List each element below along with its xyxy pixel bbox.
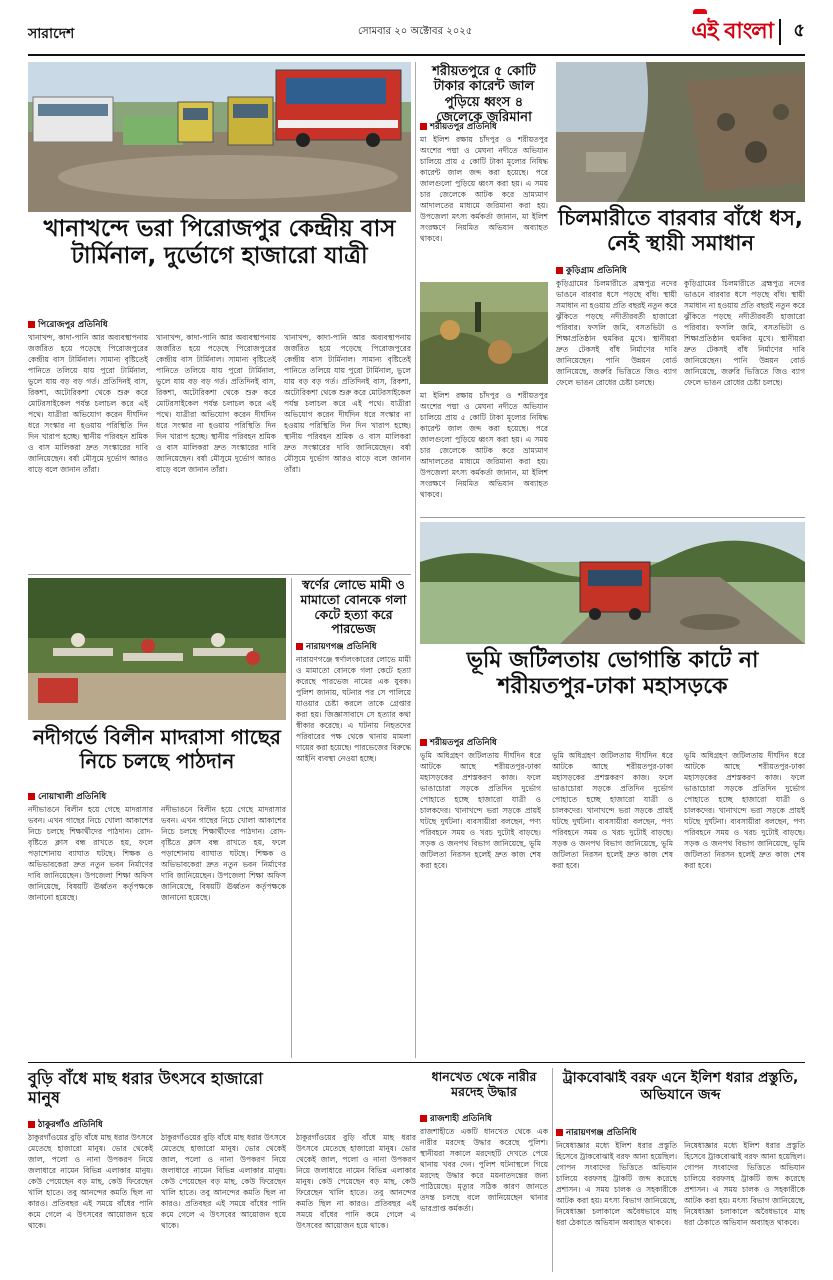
murder-body: নারায়ণগঞ্জে স্বর্ণালংকারের লোভে মামী ও মামাতো বোনকে গলা কেটে হত্যা করেছে পারভেজ নামের এক যুবক। পুলিশ জানায়, ঘটনার পর সে পালিয়ে যাওয়ার চেষ্টা করলে তাকে গ্রেপ্তার করা হয়। জিজ্ঞাসাবাদে সে হত্যার কথা স্বীকার করেছে। এ ঘটনায় নিহতদের পরিবারের পক্ষ থেকে থানায় মামলা দায়ের করা হয়েছে। পারভেজের বিরুদ্ধে আইনি ব্যবস্থা নেওয়া হচ্ছে। [296, 655, 411, 763]
chilmari-byline: কুড়িগ্রাম প্রতিনিধি [556, 264, 627, 278]
column-divider [291, 578, 292, 1058]
page-number: ৫ [793, 20, 805, 41]
dam-fishing-body-col3: ঠাকুরগাঁওয়ের বুড়ি বাঁধে মাছ ধরার উৎসবে মেতেছে হাজারো মানুষ। ভোর থেকেই জাল, পলো ও নানা উপকরণ নিয়ে জলাধারে নামেন বিভিন্ন এলাকার মানুষ। কেউ পেয়েছেন বড় মাছ, কেউ ফিরেছেন খালি হাতে। তবু আনন্দের কমতি ছিল না কারও। প্রতিবছর এই সময়ে বাঁধের পানি কমে গেলে এ উৎসবের আয়োজন হয়ে থাকে। [296, 1133, 416, 1230]
highway-body-col2: ভূমি অধিগ্রহণ জটিলতায় দীর্ঘদিন ধরে আটকে আছে শরীয়তপুর-ঢাকা মহাসড়কের প্রশস্তকরণ কাজ। ফলে ভাঙাচোরা সড়কে প্রতিদিন দুর্ভোগ পোহাতে হচ্ছে হাজারো যাত্রী ও চালকদের। খানাখন্দে ভরা সড়কে প্রায়ই ঘটছে দুর্ঘটনা। ব্যবসায়ীরা বলছেন, পণ্য পরিবহনে সময় ও খরচ দুটোই বাড়ছে। সড়ক ও জনপথ বিভাগ জানিয়েছে, ভূমি জটিলতা নিরসন হলেই দ্রুত কাজ শেষ করা হবে। [552, 751, 673, 870]
bus-terminal-body-col1: খানাখন্দ, কাদা-পানি আর অব্যবস্থাপনায় জর্জরিত হয়ে পড়েছে পিরোজপুরের কেন্দ্রীয় বাস টার্মিনাল। সামান্য বৃষ্টিতেই পানিতে তলিয়ে যায় পুরো টার্মিনাল, ভুলে যায় বড় বড় গর্ত। প্রতিদিনই বাস, রিকশা, অটোরিকশা থেকে শুরু করে মোটরসাইকেল পর্যন্ত চলাচল করে এই পথে। যাত্রীরা অভিযোগ করেন দীর্ঘদিন ধরে সংস্কার না হওয়ায় পরিস্থিতি দিন দিন খারাপ হচ্ছে। স্থানীয় পরিবহন শ্রমিক ও বাস মালিকরা দ্রুত সংস্কারের দাবি জানিয়েছেন। বর্ষা মৌসুমে দুর্ভোগ আরও বাড়ে বলে জানান তাঁরা। [28, 333, 148, 474]
dam-fishing-body-col1: ঠাকুরগাঁওয়ের বুড়ি বাঁধে মাছ ধরার উৎসবে মেতেছে হাজারো মানুষ। ভোর থেকেই জাল, পলো ও নানা উপকরণ নিয়ে জলাধারে নামেন বিভিন্ন এলাকার মানুষ। কেউ পেয়েছেন বড় মাছ, কেউ ফিরেছেন খালি হাতে। তবু আনন্দের কমতি ছিল না কারও। প্রতিবছর এই সময়ে বাঁধের পানি কমে গেলে এ উৎসবের আয়োজন হয়ে থাকে। [28, 1133, 153, 1230]
trawler-ice-byline: নারায়ণগঞ্জ প্রতিনিধি [556, 1126, 636, 1140]
bus-terminal-body-col2: খানাখন্দ, কাদা-পানি আর অব্যবস্থাপনায় জর্জরিত হয়ে পড়েছে পিরোজপুরের কেন্দ্রীয় বাস টার্মিনাল। সামান্য বৃষ্টিতেই পানিতে তলিয়ে যায় পুরো টার্মিনাল, ভুলে যায় বড় বড় গর্ত। প্রতিদিনই বাস, রিকশা, অটোরিকশা থেকে শুরু করে মোটরসাইকেল পর্যন্ত চলাচল করে এই পথে। যাত্রীরা অভিযোগ করেন দীর্ঘদিন ধরে সংস্কার না হওয়ায় পরিস্থিতি দিন দিন খারাপ হচ্ছে। স্থানীয় পরিবহন শ্রমিক ও বাস মালিকরা দ্রুত সংস্কারের দাবি জানিয়েছেন। বর্ষা মৌসুমে দুর্ভোগ আরও বাড়ে বলে জানান তাঁরা। [156, 333, 276, 474]
highway-body-col1: ভূমি অধিগ্রহণ জটিলতায় দীর্ঘদিন ধরে আটকে আছে শরীয়তপুর-ঢাকা মহাসড়কের প্রশস্তকরণ কাজ। ফলে ভাঙাচোরা সড়কে প্রতিদিন দুর্ভোগ পোহাতে হচ্ছে হাজারো যাত্রী ও চালকদের। খানাখন্দে ভরা সড়কে প্রায়ই ঘটছে দুর্ঘটনা। ব্যবসায়ীরা বলছেন, পণ্য পরিবহনে সময় ও খরচ দুটোই বাড়ছে। সড়ক ও জনপথ বিভাগ জানিয়েছে, ভূমি জটিলতা নিরসন হলেই দ্রুত কাজ শেষ করা হবে। [420, 751, 541, 870]
bus-terminal-headline: খানাখন্দে ভরা পিরোজপুর কেন্দ্রীয় বাস টার্মিনাল, দুর্ভোগে হাজারো যাত্রী [43, 216, 396, 270]
chilmari-body-col1: কুড়িগ্রামের চিলমারীতে ব্রহ্মপুত্র নদের ভাঙনে বারবার ধসে পড়ছে বাঁধ। স্থায়ী সমাধান না হওয়ায় প্রতি বছরই নতুন করে ঝুঁকিতে পড়ছে নদীতীরবর্তী হাজারো পরিবার। ফসলি জমি, বসতভিটা ও শিক্ষাপ্রতিষ্ঠান হুমকির মুখে। স্থানীয়রা দ্রুত টেকসই বাঁধ নির্মাণের দাবি জানিয়েছেন। পানি উন্নয়ন বোর্ড জানিয়েছে, জরুরি ভিত্তিতে জিও ব্যাগ ফেলে ভাঙন রোধের চেষ্টা চলছে। [556, 279, 677, 387]
dam-fishing-headline: বুড়ি বাঁধে মাছ ধরার উৎসবে হাজারো মানুষ [28, 1069, 263, 1107]
highway-photo [420, 522, 805, 644]
masthead-rule [28, 54, 805, 56]
chilmari-headline: চিলমারীতে বারবার বাঁধে ধস, নেই স্থায়ী সমাধান [558, 206, 803, 255]
madrasa-headline: নদীগর্ভে বিলীন মাদরাসা গাছের নিচে চলছে পাঠদান [33, 725, 281, 773]
paddy-field-body: রাজশাহীতে একটি ধানখেত থেকে এক নারীর মরদেহ উদ্ধার করেছে পুলিশ। স্থানীয়রা সকালে মরদেহটি দেখতে পেয়ে থানায় খবর দেন। পুলিশ ঘটনাস্থলে গিয়ে মরদেহ উদ্ধার করে ময়নাতদন্তের জন্য পাঠিয়েছে। মৃত্যুর সঠিক কারণ জানতে তদন্ত চলছে বলে জানিয়েছেন থানার ভারপ্রাপ্ত কর্মকর্তা। [420, 1127, 548, 1213]
logo-divider [779, 19, 781, 45]
trawler-ice-body-col2: নিষেধাজ্ঞার মধ্যে ইলিশ ধরার প্রস্তুতি হিসেবে ট্রাকবোঝাই বরফ আনা হয়েছিল। গোপন সংবাদের ভিত্তিতে অভিযান চালিয়ে বরফসহ ট্রাকটি জব্দ করেছে প্রশাসন। এ সময় চালক ও সহকারীকে আটক করা হয়। মৎস্য বিভাগ জানিয়েছে, নিষেধাজ্ঞা চলাকালে অবৈধভাবে মাছ ধরা ঠেকাতে অভিযান অব্যাহত থাকবে। [684, 1141, 805, 1227]
electric-net-body-cont: মা ইলিশ রক্ষায় চাঁদপুর ও শরীয়তপুর অংশের পদ্মা ও মেঘনা নদীতে অভিযান চালিয়ে প্রায় ৫ কোটি টাকা মূল্যের নিষিদ্ধ কারেন্ট জাল জব্দ করা হয়েছে। পরে জালগুলো পুড়িয়ে ধ্বংস করা হয়। এ সময় চার জেলেকে আটক করে ভ্রাম্যমাণ আদালতের মাধ্যমে জরিমানা করা হয়। উপজেলা মৎস্য কর্মকর্তা জানান, মা ইলিশ সংরক্ষণে নিয়মিত অভিযান অব্যাহত থাকবে। [420, 391, 548, 499]
electric-net-body: মা ইলিশ রক্ষায় চাঁদপুর ও শরীয়তপুর অংশের পদ্মা ও মেঘনা নদীতে অভিযান চালিয়ে প্রায় ৫ কোটি টাকা মূল্যের নিষিদ্ধ কারেন্ট জাল জব্দ করা হয়েছে। পরে জালগুলো পুড়িয়ে ধ্বংস করা হয়। এ সময় চার জেলেকে আটক করে ভ্রাম্যমাণ আদালতের মাধ্যমে জরিমানা করা হয়। উপজেলা মৎস্য কর্মকর্তা জানান, মা ইলিশ সংরক্ষণে নিয়মিত অভিযান অব্যাহত থাকবে। [420, 135, 548, 243]
bus-terminal-body-col3: খানাখন্দ, কাদা-পানি আর অব্যবস্থাপনায় জর্জরিত হয়ে পড়েছে পিরোজপুরের কেন্দ্রীয় বাস টার্মিনাল। সামান্য বৃষ্টিতেই পানিতে তলিয়ে যায় পুরো টার্মিনাল, ভুলে যায় বড় বড় গর্ত। প্রতিদিনই বাস, রিকশা, অটোরিকশা থেকে শুরু করে মোটরসাইকেল পর্যন্ত চলাচল করে এই পথে। যাত্রীরা অভিযোগ করেন দীর্ঘদিন ধরে সংস্কার না হওয়ায় পরিস্থিতি দিন দিন খারাপ হচ্ছে। স্থানীয় পরিবহন শ্রমিক ও বাস মালিকরা দ্রুত সংস্কারের দাবি জানিয়েছেন। বর্ষা মৌসুমে দুর্ভোগ আরও বাড়ে বলে জানান তাঁরা। [284, 333, 411, 474]
highway-body-col3: ভূমি অধিগ্রহণ জটিলতায় দীর্ঘদিন ধরে আটকে আছে শরীয়তপুর-ঢাকা মহাসড়কের প্রশস্তকরণ কাজ। ফলে ভাঙাচোরা সড়কে প্রতিদিন দুর্ভোগ পোহাতে হচ্ছে হাজারো যাত্রী ও চালকদের। খানাখন্দে ভরা সড়কে প্রায়ই ঘটছে দুর্ঘটনা। ব্যবসায়ীরা বলছেন, পণ্য পরিবহনে সময় ও খরচ দুটোই বাড়ছে। সড়ক ও জনপথ বিভাগ জানিয়েছে, ভূমি জটিলতা নিরসন হলেই দ্রুত কাজ শেষ করা হবে। [684, 751, 805, 870]
masthead [28, 8, 805, 56]
issue-date: সোমবার ২০ অক্টোবর ২০২৫ [358, 26, 473, 37]
madrasa-photo [28, 578, 286, 720]
logo-text: এই বাংলা [691, 19, 773, 44]
bottom-band-rule [28, 1062, 805, 1063]
madrasa-body-col2: নদীভাঙনে বিলীন হয়ে গেছে মাদরাসার ভবন। এখন গাছের নিচে খোলা আকাশের নিচে চলছে শিক্ষার্থীদের পাঠদান। রোদ-বৃষ্টিতে ক্লাস বন্ধ রাখতে হয়, ফলে পড়াশোনায় ব্যাঘাত ঘটছে। শিক্ষক ও অভিভাবকেরা দ্রুত নতুন ভবন নির্মাণের দাবি জানিয়েছেন। উপজেলা শিক্ষা অফিস জানিয়েছে, বিষয়টি ঊর্ধ্বতন কর্তৃপক্ষকে জানানো হয়েছে। [161, 805, 286, 902]
section-divider [420, 517, 805, 518]
section-title: সারাদেশ [28, 26, 75, 42]
column-divider [552, 1068, 553, 1272]
paddy-field-byline: রাজশাহী প্রতিনিধি [420, 1112, 492, 1126]
murder-byline: নারায়ণগঞ্জ প্রতিনিধি [296, 640, 376, 654]
column-divider [415, 62, 416, 1058]
chilmari-photo [556, 62, 805, 202]
murder-headline: স্বর্ণের লোভে মামী ও মামাতো বোনকে গলা কেটে হত্যা করে পারভেজ [300, 577, 407, 637]
madrasa-body-col1: নদীভাঙনে বিলীন হয়ে গেছে মাদরাসার ভবন। এখন গাছের নিচে খোলা আকাশের নিচে চলছে শিক্ষার্থীদের পাঠদান। রোদ-বৃষ্টিতে ক্লাস বন্ধ রাখতে হয়, ফলে পড়াশোনায় ব্যাঘাত ঘটছে। শিক্ষক ও অভিভাবকেরা দ্রুত নতুন ভবন নির্মাণের দাবি জানিয়েছেন। উপজেলা শিক্ষা অফিস জানিয়েছে, বিষয়টি ঊর্ধ্বতন কর্তৃপক্ষকে জানানো হয়েছে। [28, 805, 153, 902]
electric-net-byline: শরীয়তপুর প্রতিনিধি [420, 120, 497, 134]
trawler-ice-headline: ট্রাকবোঝাই বরফ এনে ইলিশ ধরার প্রস্তুতি, অভিযানে জব্দ [562, 1070, 799, 1103]
dam-fishing-byline: ঠাকুরগাঁও প্রতিনিধি [28, 1118, 103, 1132]
newspaper-logo [691, 12, 781, 51]
dam-fishing-body-col2: ঠাকুরগাঁওয়ের বুড়ি বাঁধে মাছ ধরার উৎসবে মেতেছে হাজারো মানুষ। ভোর থেকেই জাল, পলো ও নানা উপকরণ নিয়ে জলাধারে নামেন বিভিন্ন এলাকার মানুষ। কেউ পেয়েছেন বড় মাছ, কেউ ফিরেছেন খালি হাতে। তবু আনন্দের কমতি ছিল না কারও। প্রতিবছর এই সময়ে বাঁধের পানি কমে গেলে এ উৎসবের আয়োজন হয়ে থাকে। [161, 1133, 286, 1230]
chilmari-body-col2: কুড়িগ্রামের চিলমারীতে ব্রহ্মপুত্র নদের ভাঙনে বারবার ধসে পড়ছে বাঁধ। স্থায়ী সমাধান না হওয়ায় প্রতি বছরই নতুন করে ঝুঁকিতে পড়ছে নদীতীরবর্তী হাজারো পরিবার। ফসলি জমি, বসতভিটা ও শিক্ষাপ্রতিষ্ঠান হুমকির মুখে। স্থানীয়রা দ্রুত টেকসই বাঁধ নির্মাণের দাবি জানিয়েছেন। পানি উন্নয়ন বোর্ড জানিয়েছে, জরুরি ভিত্তিতে জিও ব্যাগ ফেলে ভাঙন রোধের চেষ্টা চলছে। [684, 279, 805, 387]
highway-headline: ভূমি জটিলতায় ভোগান্তি কাটে না শরীয়তপুর-ঢাকা মহাসড়কে [466, 648, 759, 699]
bus-terminal-byline: পিরোজপুর প্রতিনিধি [28, 318, 108, 332]
paddy-field-headline: ধানখেত থেকে নারীর মরদেহ উদ্ধার [431, 1069, 537, 1099]
highway-byline: শরীয়তপুর প্রতিনিধি [420, 736, 497, 750]
electric-net-photo [420, 282, 548, 384]
madrasa-byline: নোয়াখালী প্রতিনিধি [28, 790, 106, 804]
trawler-ice-body-col1: নিষেধাজ্ঞার মধ্যে ইলিশ ধরার প্রস্তুতি হিসেবে ট্রাকবোঝাই বরফ আনা হয়েছিল। গোপন সংবাদের ভিত্তিতে অভিযান চালিয়ে বরফসহ ট্রাকটি জব্দ করেছে প্রশাসন। এ সময় চালক ও সহকারীকে আটক করা হয়। মৎস্য বিভাগ জানিয়েছে, নিষেধাজ্ঞা চলাকালে অবৈধভাবে মাছ ধরা ঠেকাতে অভিযান অব্যাহত থাকবে। [556, 1141, 677, 1227]
bus-terminal-photo [28, 62, 411, 212]
section-divider [28, 574, 411, 575]
electric-net-headline: শরীয়তপুরে ৫ কোটি টাকার কারেন্ট জাল পুড়িয়ে ধ্বংস ৪ জেলেকে জরিমানা [432, 64, 536, 125]
